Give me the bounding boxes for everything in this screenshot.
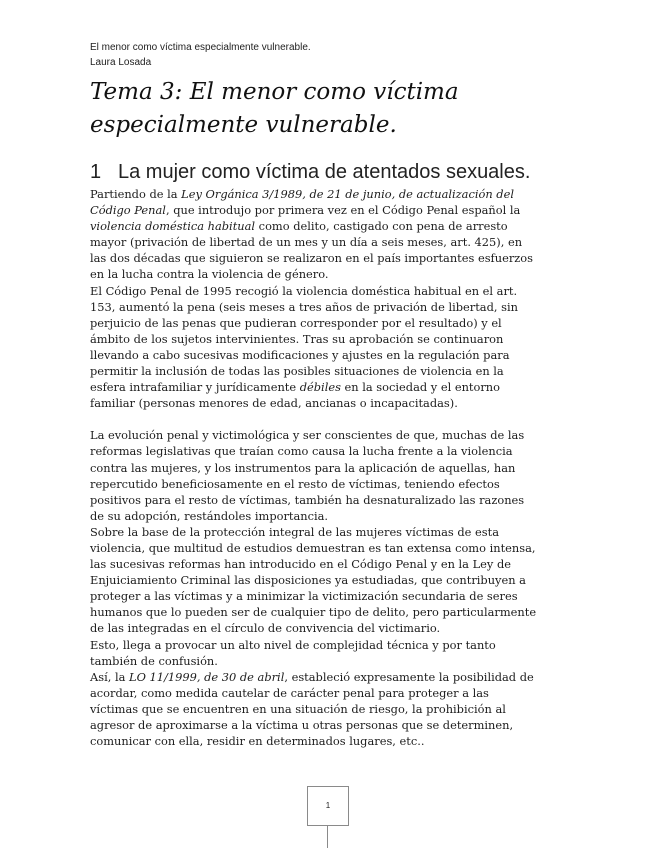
- text-run: , que introdujo por primera vez en el Código Penal español la: [165, 203, 521, 218]
- body-text: [90, 186, 540, 749]
- paragraph-3: La evolución penal y victimológica y ser conscientes de que, muchas de las reformas legislativas que traían como causa la lucha frente a la violencia contra las mujeres, y los instrumentos para la aplicación de aquellas, han repercutido beneficiosamente en el resto de víctimas, teniendo efectos positivos para el resto de víctimas, también ha desnaturalizado las razones de su adopción, restándoles importancia.: [90, 428, 525, 523]
- text-run: Así, la: [90, 669, 130, 684]
- text-run: El Código Penal de 1995 recogió la violencia doméstica habitual en el art. 153, aumentó la pena (seis meses a tres años de privación de libertad, sin perjuicio de las penas que pudieran corresponder por el resultado) y el ámbito de los sujetos intervinientes. Tras su aprobación se continuaron llevando a cabo sucesivas modificaciones y ajustes en la regulación para permitir la inclusión de todas las posibles situaciones de violencia en la esfera intrafamiliar y jurídicamente: [90, 283, 518, 395]
- text-run: en la sociedad y el entorno familiar (personas menores de edad, ancianas o incapacitadas).: [90, 380, 500, 411]
- paragraph-1: [90, 186, 540, 283]
- law-reference: LO 11/1999, de 30 de abril: [129, 669, 285, 684]
- section-heading: [90, 158, 570, 186]
- paragraph-6: [90, 669, 540, 749]
- paragraph-5: Esto, llega a provocar un alto nivel de complejidad técnica y por tanto también de confusión.: [90, 637, 496, 668]
- text-run: como delito, castigado con pena de arresto mayor (privación de libertad de un mes y un día a seis meses, art. 425), en las dos décadas que siguieron se realizaron en el país importantes esfuerzos en la lucha contra la violencia de género.: [90, 219, 533, 282]
- section-heading-text: La mujer como víctima de atentados sexuales.: [118, 161, 531, 183]
- header-document-title: El menor como víctima especialmente vulnerable.: [90, 42, 311, 53]
- law-reference: Ley Orgánica 3/1989, de 21 de junio, de actualización del Código Penal: [90, 187, 514, 218]
- page-number: 1: [325, 801, 331, 810]
- emphasized-term: débiles: [299, 380, 341, 395]
- page-title: Tema 3: El menor como víctima especialmente vulnerable.: [90, 79, 459, 138]
- text-run: , estableció expresamente la posibilidad de acordar, como medida cautelar de carácter penal para proteger a las víctimas que se encuentren en una situación de riesgo, la prohibición al agresor de aproximarse a la víctima u otras personas que se determinen, comunicar con ella, residir en determinados lugares, etc..: [90, 669, 534, 749]
- document-header: [90, 40, 311, 70]
- text-run: Partiendo de la: [90, 187, 182, 201]
- paragraph-2: [90, 283, 540, 412]
- page-number-connector-line: [327, 826, 328, 848]
- header-author: Laura Losada: [90, 57, 152, 68]
- section-number: 1: [90, 161, 102, 183]
- page-number-box: [307, 786, 349, 826]
- paragraph-4: Sobre la base de la protección integral de las mujeres víctimas de esta violencia, que multitud de estudios demuestran es tan extensa como intensa, las sucesivas reformas han introducido en el Código Penal y en la Ley de Enjuiciamiento Criminal las disposiciones ya estudiadas, que contribuyen a proteger a las víctimas y a minimizar la victimización secundaria de seres humanos que lo pueden ser de cualquier tipo de delito, pero particularmente de las integradas en el círculo de convivencia del victimario.: [90, 524, 537, 636]
- emphasized-term: violencia doméstica habitual: [90, 219, 256, 234]
